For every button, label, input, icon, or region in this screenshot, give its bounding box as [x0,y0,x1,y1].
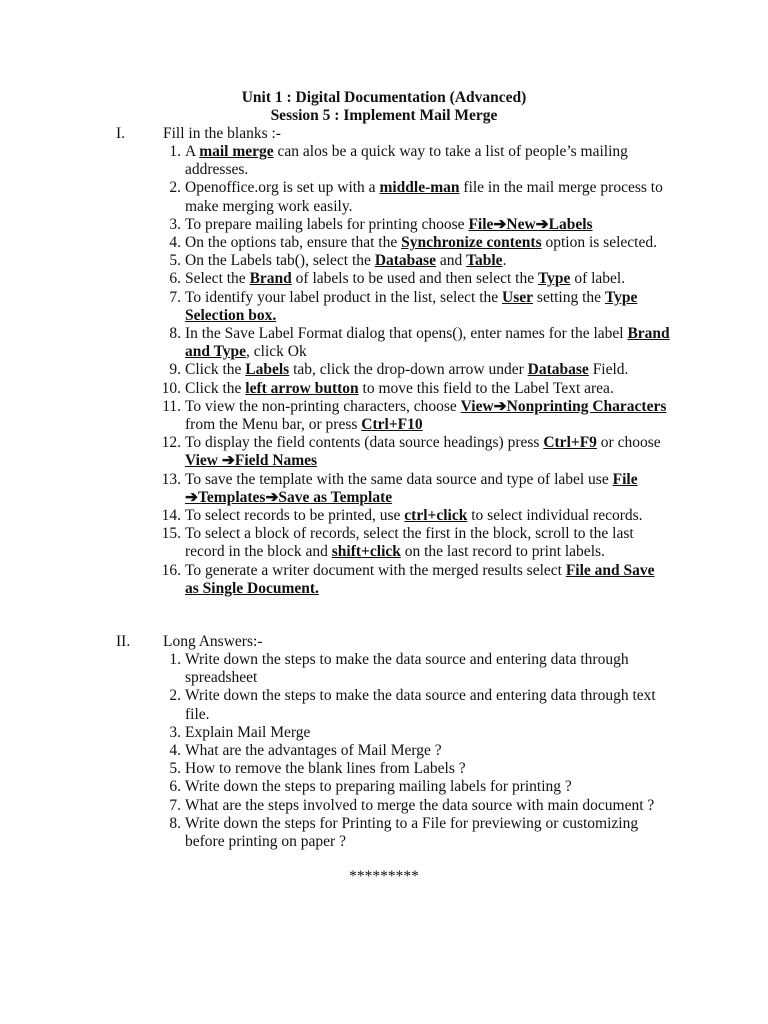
text-run: Write down the steps to preparing mailing labels for printing ? [185,778,572,796]
item-number: 3. [169,723,181,741]
item-text [185,724,670,742]
section-1-title: Fill in the blanks :- [163,125,281,142]
text-run: How to remove the blank lines from Labels ? [185,760,466,778]
item-number: 9. [169,361,181,379]
item-number: 15. [161,525,181,543]
text-run: Select the [185,270,250,288]
session-title: Session 5 : Implement Mail Merge [270,107,498,124]
answer-keyword: middle-man [379,179,460,197]
list-item [0,234,768,252]
answer-keyword: Database [374,252,436,270]
text-run: To display the field contents (data source headings) press [185,434,544,452]
text-run: To save the template with the same data source and type of label use [185,470,613,488]
list-item [0,289,768,325]
list-item [0,797,768,815]
item-text [185,234,670,252]
list-item [0,325,768,361]
item-text [185,325,670,361]
list-item [0,434,768,470]
text-run: To select a block of records, select the first in the block, scroll to the last record in the block and [185,525,634,561]
item-text [185,380,670,398]
list-item [0,361,768,379]
answer-keyword: Brand and Type [185,325,670,361]
item-text [185,398,670,434]
item-number: 5. [169,252,181,270]
text-run: On the Labels tab(), select the [185,252,375,270]
answer-keyword: Table [466,252,503,270]
text-run: To identify your label product in the list, select the [185,288,503,306]
item-text [185,687,670,723]
unit-title: Unit 1 : Digital Documentation (Advanced) [241,89,527,106]
item-number: 7. [169,288,181,306]
text-run: To select records to be printed, use [185,507,405,525]
text-run: To view the non-printing characters, choose [185,397,461,415]
item-text [185,471,670,507]
item-number: 4. [169,742,181,760]
answer-keyword: Type [537,270,571,288]
list-item [0,179,768,215]
answer-keyword: Brand [249,270,292,288]
item-text [185,361,670,379]
item-text [185,562,670,598]
answer-keyword: left arrow button [245,379,359,397]
answer-keyword: shift+click [331,543,401,561]
text-run: of labels to be used and then select the [291,270,538,288]
item-text [185,651,670,687]
item-number: 13. [161,470,181,488]
answer-keyword: Synchronize contents [401,234,542,252]
text-run: In the Save Label Format dialog that opens(), enter names for the label [185,325,628,343]
list-item [0,471,768,507]
text-run: , click Ok [246,343,307,361]
item-text [185,778,670,796]
text-run: to move this field to the Label Text area. [358,379,614,397]
answer-keyword: Database [527,361,589,379]
text-run: . [502,252,507,270]
text-run: option is selected. [541,234,657,252]
text-run: setting the [533,288,605,306]
text-run: Write down the steps for Printing to a File for previewing or customizing before printing on paper ? [185,814,639,851]
text-run: Openoffice.org is set up with a [185,179,380,197]
item-number: 12. [161,434,181,452]
answer-keyword: mail merge [199,143,274,160]
text-run: On the options tab, ensure that the [185,234,402,252]
item-number: 8. [169,325,181,343]
item-text [185,179,670,215]
item-text [185,216,670,234]
item-number: 2. [169,687,181,705]
text-run: Write down the steps to make the data source and entering data through spreadsheet [185,651,629,687]
list-item [0,216,768,234]
item-number: 6. [169,270,181,288]
item-number: 6. [169,778,181,796]
item-number: 1. [169,651,181,668]
item-number: 8. [169,814,181,832]
item-number: 11. [162,397,181,415]
end-stars: ********* [349,868,419,885]
answer-keyword: User [502,288,534,306]
text-run: To generate a writer document with the merged results select [185,561,566,579]
answer-keyword: File and Save as Single Document. [185,561,655,597]
answer-keyword: Ctrl+F9 [543,434,597,452]
section-2-title: Long Answers:- [163,633,263,650]
text-run: or choose [596,434,661,452]
list-item [0,742,768,760]
answer-keyword: File➔New➔Labels [468,215,593,233]
list-item [0,507,768,525]
text-run: and [435,252,467,270]
list-item [0,143,768,179]
item-text [185,525,670,561]
item-number: 14. [161,507,181,525]
list-item [0,562,768,598]
fill-blanks-list [0,143,768,598]
text-run: to select individual records. [467,507,643,525]
text-run: on the last record to print labels. [400,543,605,561]
text-run: Click the [185,379,246,397]
item-text [185,742,670,760]
text-run: file in the mail merge process to make merging work easily. [185,179,663,215]
list-item [0,270,768,288]
section-1-numeral: I. [116,125,126,142]
list-item [0,651,768,687]
item-text [185,434,670,470]
text-run: tab, click the drop-down arrow under [289,361,528,379]
text-run: of label. [570,270,626,288]
text-run: What are the advantages of Mail Merge ? [185,742,442,760]
text-run: Write down the steps to make the data source and entering data through text file. [185,687,656,723]
answer-keyword: Labels [245,361,290,379]
list-item [0,398,768,434]
section-2-numeral: II. [116,633,131,650]
text-run: from the Menu bar, or press [185,416,362,434]
item-text [185,289,670,325]
list-item [0,760,768,778]
item-number: 2. [169,179,181,197]
text-run: Click the [185,361,246,379]
item-text [185,252,670,270]
long-answers-list [0,651,768,851]
item-text [185,507,670,525]
answer-keyword: Type Selection box. [185,288,638,324]
item-number: 1. [169,143,181,160]
text-run: Explain Mail Merge [185,723,311,741]
answer-keyword: ctrl+click [404,507,468,525]
answer-keyword: View➔Nonprinting Characters [460,397,667,415]
list-item [0,687,768,723]
item-text [185,815,670,851]
item-text [185,143,670,179]
list-item [0,778,768,796]
list-item [0,380,768,398]
item-text [185,270,670,288]
answer-keyword: View ➔Field Names [185,452,318,470]
list-item [0,525,768,561]
answer-keyword: Ctrl+F10 [361,416,423,434]
list-item [0,252,768,270]
item-number: 10. [161,379,181,397]
answer-keyword: File ➔Templates➔Save as Template [185,470,638,506]
item-number: 4. [169,234,181,252]
text-run: A [185,143,200,160]
list-item [0,724,768,742]
item-number: 16. [161,561,181,579]
item-text [185,760,670,778]
list-item [0,815,768,851]
text-run: To prepare mailing labels for printing choose [185,215,469,233]
item-number: 5. [169,760,181,778]
text-run: Field. [588,361,629,379]
item-number: 7. [169,796,181,814]
text-run: What are the steps involved to merge the data source with main document ? [185,796,655,814]
text-run: can alos be a quick way to take a list of people’s mailing addresses. [185,143,628,179]
item-number: 3. [169,215,181,233]
item-text [185,797,670,815]
